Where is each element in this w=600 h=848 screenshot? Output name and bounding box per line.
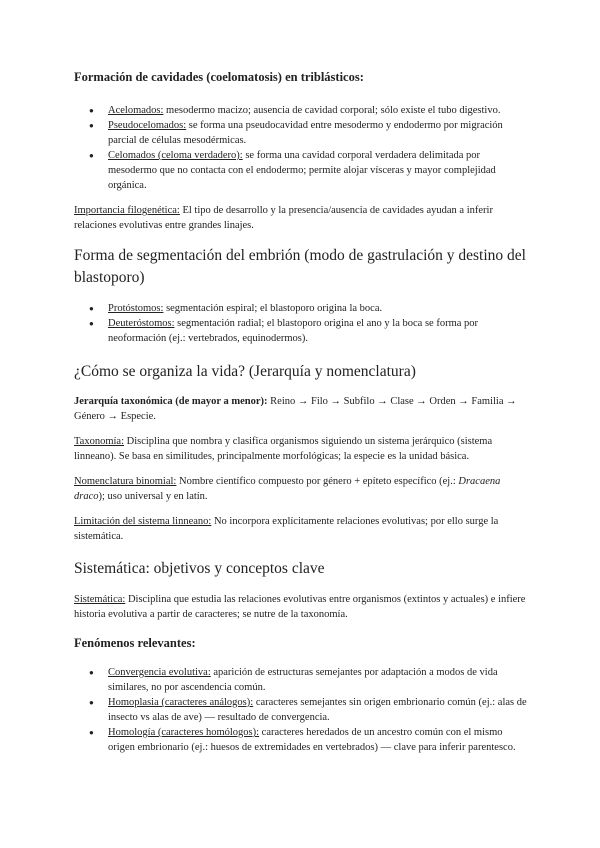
term: Importancia filogenética: [74,205,180,216]
list-item [74,118,529,148]
paragraph-phylogenetic-importance [74,203,529,233]
document-page [74,70,529,755]
list-item [74,725,529,755]
definition: aparición de estructuras semejantes por adaptación a modos de vida similares, no por ascendencia común. [108,667,498,693]
definition: Nombre científico compuesto por género + epíteto específico (ej.: [176,476,459,487]
paragraph-hierarchy [74,394,529,424]
list-item [74,301,529,316]
term: Celomados (celoma verdadero): [108,150,243,161]
definition: caracteres semejantes sin origen embrionario común (ej.: alas de insecto vs alas de ave) — resultado de convergencia. [108,697,527,723]
heading-segmentation: Forma de segmentación del embrión (modo de gastrulación y destino del blastoporo) [74,247,526,286]
term: Pseudocelomados: [108,120,187,131]
term: Deuteróstomos: [108,318,175,329]
definition: se forma una cavidad corporal verdadera delimitada por mesodermo que no contacta con el endodermo; permite alojar vísceras y mayor complejidad orgánica. [108,150,496,191]
definition: El tipo de desarrollo y la presencia/ausencia de cavidades ayudan a inferir relaciones evolutivas entre grandes linajes. [74,205,493,231]
heading-coelomatosis: Formación de cavidades (coelomatosis) en triblásticos: [74,70,364,84]
term: Acelomados: [108,105,164,116]
paragraph-taxonomy [74,434,529,464]
coelomatosis-list [74,103,529,193]
list-item [74,695,529,725]
definition: Reino → Filo → Subfilo → Clase → Orden → Familia → Género → Especie. [74,396,517,422]
term: Convergencia evolutiva: [108,667,211,678]
heading-phenomena: Fenómenos relevantes: [74,636,196,650]
list-item [74,316,529,346]
term: Protóstomos: [108,303,164,314]
list-item [74,148,529,193]
heading-organization: ¿Cómo se organiza la vida? (Jerarquía y nomenclatura) [74,363,416,380]
definition: se forma una pseudocavidad entre mesodermo y endodermo por migración parcial de células mesodérmicas. [108,120,503,146]
definition: caracteres heredados de un ancestro común con el mismo origen embrionario (ej.: huesos de extremidades en vertebrados) — clave para inferir parentesco. [108,727,516,753]
definition: mesodermo macizo; ausencia de cavidad corporal; sólo existe el tubo digestivo. [163,105,501,116]
term: Homología (caracteres homólogos): [108,727,260,738]
definition: No incorpora explícitamente relaciones evolutivas; por ello surge la sistemática. [74,516,499,542]
paragraph-limitation [74,514,529,544]
definition-end: ); uso universal y en latín. [98,491,208,502]
term: Jerarquía taxonómica (de mayor a menor): [74,396,268,407]
definition: segmentación espiral; el blastoporo origina la boca. [163,303,383,314]
phenomena-list [74,665,529,755]
term: Sistemática: [74,594,126,605]
term: Homoplasia (caracteres análogos): [108,697,254,708]
example-species: Dracaena draco [74,476,501,502]
definition: segmentación radial; el blastoporo origina el ano y la boca se forma por neoformación (ej.: vertebrados, equinodermos). [108,318,479,344]
segmentation-list [74,301,529,346]
list-item [74,665,529,695]
term: Taxonomía: [74,436,125,447]
paragraph-systematics [74,592,529,622]
definition: Disciplina que nombra y clasifica organismos siguiendo un sistema jerárquico (sistema linneano). Se basa en similitudes, principalmente morfológicas; la especie es la unidad básica. [74,436,493,462]
term: Limitación del sistema linneano: [74,516,212,527]
term: Nomenclatura binomial: [74,476,177,487]
paragraph-binomial [74,474,529,504]
definition: Disciplina que estudia las relaciones evolutivas entre organismos (extintos y actuales) e infiere historia evolutiva a partir de caracteres; se nutre de la taxonomía. [74,594,526,620]
heading-systematics: Sistemática: objetivos y conceptos clave [74,560,325,577]
list-item [74,103,529,118]
